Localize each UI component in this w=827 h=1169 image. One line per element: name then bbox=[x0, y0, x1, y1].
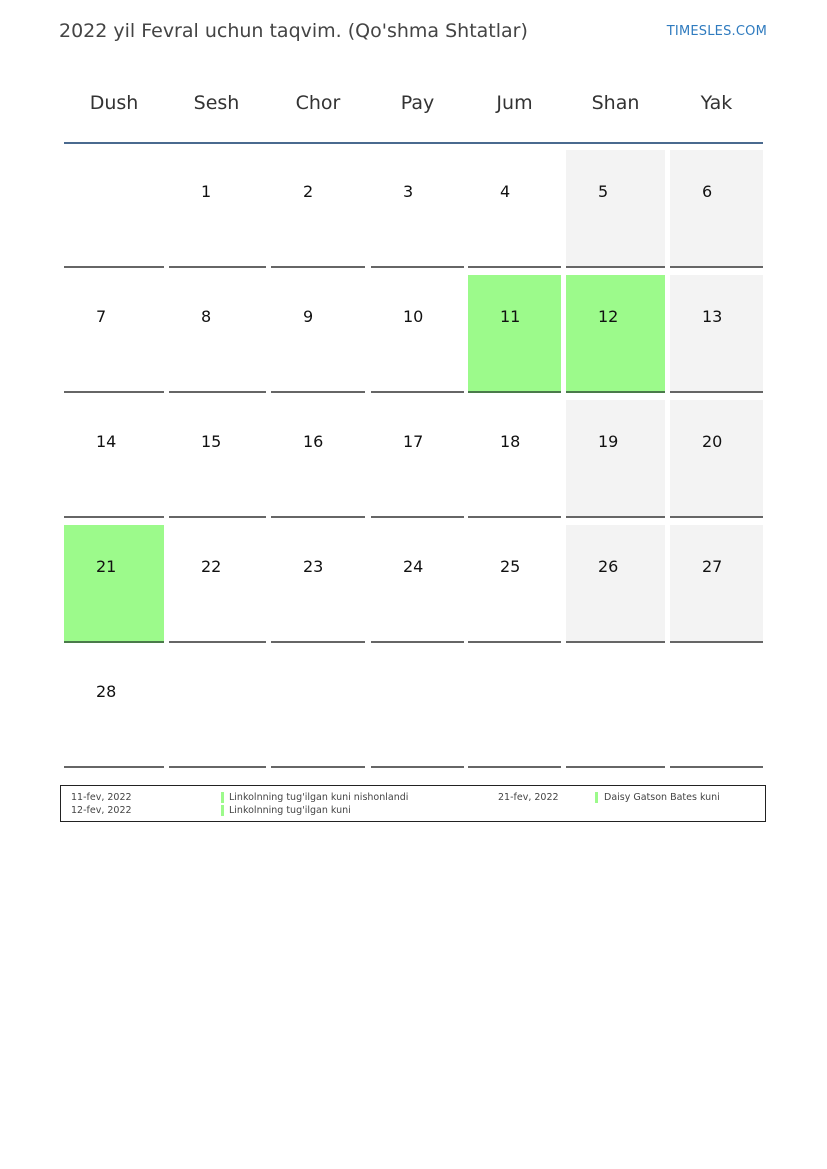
day-number: 21 bbox=[96, 557, 117, 576]
weekday-thu: Pay bbox=[400, 92, 435, 114]
day-cell-20[interactable] bbox=[670, 400, 763, 518]
day-cell-17[interactable] bbox=[371, 400, 464, 518]
brand-link[interactable]: TIMESLES.COM bbox=[666, 24, 767, 39]
day-cell-28[interactable] bbox=[64, 650, 164, 768]
day-cell-5[interactable] bbox=[566, 150, 665, 268]
legend-holiday-name: Daisy Gatson Bates kuni bbox=[604, 792, 720, 803]
weekday-tue: Sesh bbox=[193, 92, 240, 114]
day-cell-9[interactable] bbox=[271, 275, 365, 393]
day-number: 12 bbox=[598, 307, 619, 326]
day-cell-23[interactable] bbox=[271, 525, 365, 643]
day-cell-7[interactable] bbox=[64, 275, 164, 393]
day-cell-25[interactable] bbox=[468, 525, 561, 643]
empty-day-cell bbox=[371, 650, 464, 768]
day-cell-21[interactable] bbox=[64, 525, 164, 643]
day-cell-6[interactable] bbox=[670, 150, 763, 268]
day-cell-22[interactable] bbox=[169, 525, 266, 643]
day-number: 6 bbox=[702, 182, 713, 201]
day-number: 9 bbox=[303, 307, 314, 326]
day-cell-10[interactable] bbox=[371, 275, 464, 393]
day-number: 8 bbox=[201, 307, 212, 326]
legend-date: 21-fev, 2022 bbox=[498, 792, 559, 803]
day-number: 25 bbox=[500, 557, 521, 576]
day-number: 2 bbox=[303, 182, 314, 201]
day-cell-13[interactable] bbox=[670, 275, 763, 393]
legend-holiday-name: Linkolnning tug'ilgan kuni bbox=[229, 805, 351, 816]
weekday-wed: Chor bbox=[295, 92, 341, 114]
day-cell-8[interactable] bbox=[169, 275, 266, 393]
day-number: 26 bbox=[598, 557, 619, 576]
day-number: 13 bbox=[702, 307, 723, 326]
weekday-mon: Dush bbox=[89, 92, 139, 114]
day-cell-27[interactable] bbox=[670, 525, 763, 643]
day-number: 24 bbox=[403, 557, 424, 576]
day-number: 16 bbox=[303, 432, 324, 451]
day-number: 15 bbox=[201, 432, 222, 451]
legend-date: 11-fev, 2022 bbox=[71, 792, 132, 803]
empty-day-cell bbox=[64, 150, 164, 268]
day-cell-3[interactable] bbox=[371, 150, 464, 268]
day-cell-11[interactable] bbox=[468, 275, 561, 393]
empty-day-cell bbox=[271, 650, 365, 768]
holiday-color-marker bbox=[595, 792, 598, 803]
day-cell-12[interactable] bbox=[566, 275, 665, 393]
day-number: 5 bbox=[598, 182, 609, 201]
day-cell-15[interactable] bbox=[169, 400, 266, 518]
legend-holiday-name: Linkolnning tug'ilgan kuni nishonlandi bbox=[229, 792, 409, 803]
empty-day-cell bbox=[468, 650, 561, 768]
day-cell-18[interactable] bbox=[468, 400, 561, 518]
empty-day-cell bbox=[566, 650, 665, 768]
day-number: 18 bbox=[500, 432, 521, 451]
holiday-color-marker bbox=[221, 792, 224, 803]
day-number: 1 bbox=[201, 182, 212, 201]
weekday-sat: Shan bbox=[591, 92, 640, 114]
day-number: 4 bbox=[500, 182, 511, 201]
day-cell-2[interactable] bbox=[271, 150, 365, 268]
day-cell-19[interactable] bbox=[566, 400, 665, 518]
day-cell-26[interactable] bbox=[566, 525, 665, 643]
weekday-header bbox=[64, 88, 763, 144]
weekday-fri: Jum bbox=[496, 92, 533, 114]
day-number: 22 bbox=[201, 557, 222, 576]
empty-day-cell bbox=[169, 650, 266, 768]
day-cell-14[interactable] bbox=[64, 400, 164, 518]
empty-day-cell bbox=[670, 650, 763, 768]
day-number: 3 bbox=[403, 182, 414, 201]
day-number: 11 bbox=[500, 307, 521, 326]
day-number: 20 bbox=[702, 432, 723, 451]
day-number: 27 bbox=[702, 557, 723, 576]
day-number: 14 bbox=[96, 432, 117, 451]
day-cell-1[interactable] bbox=[169, 150, 266, 268]
holiday-legend bbox=[60, 785, 766, 822]
day-cell-16[interactable] bbox=[271, 400, 365, 518]
day-number: 10 bbox=[403, 307, 424, 326]
day-cell-4[interactable] bbox=[468, 150, 561, 268]
legend-date: 12-fev, 2022 bbox=[71, 805, 132, 816]
day-cell-24[interactable] bbox=[371, 525, 464, 643]
holiday-color-marker bbox=[221, 805, 224, 816]
day-number: 17 bbox=[403, 432, 424, 451]
weekday-sun: Yak bbox=[700, 92, 733, 114]
day-number: 7 bbox=[96, 307, 107, 326]
page-title: 2022 yil Fevral uchun taqvim. (Qo'shma Shtatlar) bbox=[59, 20, 528, 42]
day-number: 23 bbox=[303, 557, 324, 576]
day-number: 19 bbox=[598, 432, 619, 451]
day-number: 28 bbox=[96, 682, 117, 701]
